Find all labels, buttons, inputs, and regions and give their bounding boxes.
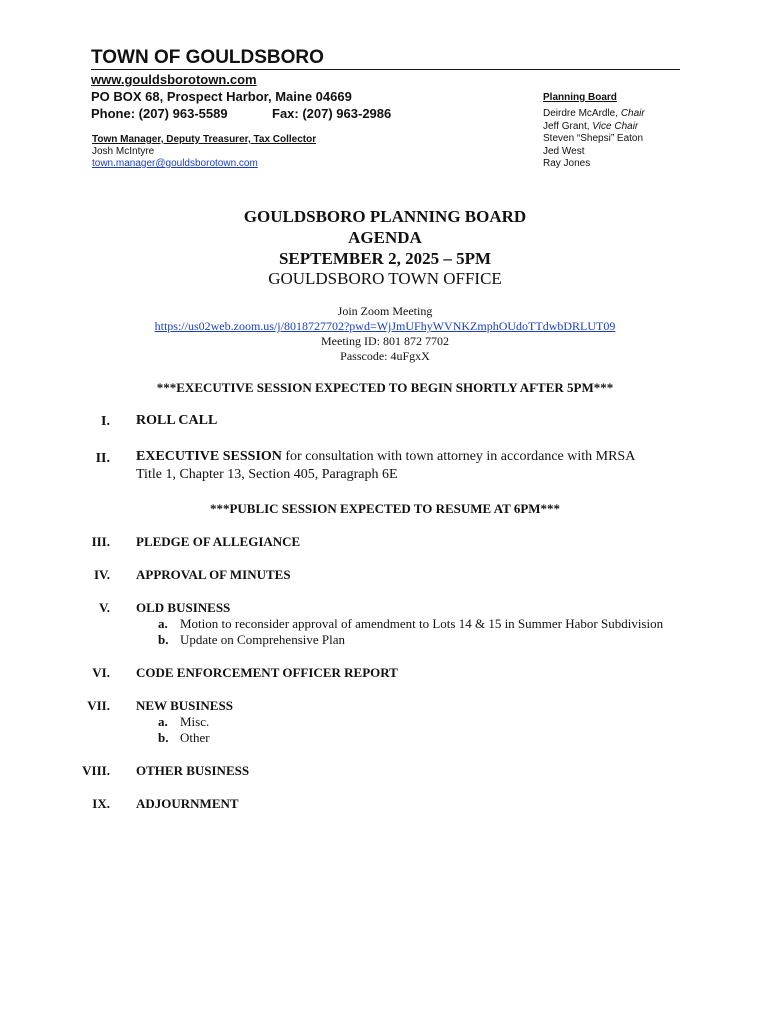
agenda-item-number: IX.	[92, 796, 110, 811]
agenda-item-old-business: OLD BUSINESS	[136, 600, 231, 615]
executive-session-text: for consultation with town attorney in accordance with MRSA	[281, 449, 636, 464]
town-fax: Fax: (207) 963-2986	[272, 106, 392, 121]
agenda-item-executive-session	[136, 449, 635, 465]
executive-session-notice: ***EXECUTIVE SESSION EXPECTED TO BEGIN SHORTLY AFTER 5PM***	[156, 380, 614, 395]
agenda-location: GOULDSBORO TOWN OFFICE	[268, 269, 502, 288]
board-member: Jed West	[543, 145, 585, 157]
public-session-notice: ***PUBLIC SESSION EXPECTED TO RESUME AT 6PM***	[209, 501, 561, 516]
town-address: PO BOX 68, Prospect Harbor, Maine 04669	[91, 89, 352, 104]
agenda-item-number: I.	[101, 414, 110, 429]
board-member: Jeff Grant, Vice Chair	[543, 120, 639, 132]
agenda-item-number: IV.	[93, 567, 110, 582]
agenda-item-number: VI.	[92, 665, 110, 680]
town-phone: Phone: (207) 963-5589	[91, 106, 228, 121]
agenda-item-number: VIII.	[82, 763, 110, 778]
agenda-item-approval-of-minutes: APPROVAL OF MINUTES	[136, 567, 291, 582]
executive-session-title: EXECUTIVE SESSION	[136, 449, 282, 464]
agenda-title: AGENDA	[348, 228, 422, 247]
planning-board-heading: Planning Board	[543, 92, 617, 103]
board-member: Ray Jones	[543, 158, 591, 169]
agenda-item-number: II.	[95, 451, 110, 466]
town-manager-title: Town Manager, Deputy Treasurer, Tax Collector	[92, 134, 317, 145]
old-business-subitem: b. Update on Comprehensive Plan	[158, 632, 345, 647]
board-member: Deirdre McArdle, Chair	[543, 108, 645, 119]
agenda-item-adjournment: ADJOURNMENT	[136, 796, 239, 811]
agenda-item-new-business: NEW BUSINESS	[136, 698, 233, 713]
agenda-item-pledge: PLEDGE OF ALLEGIANCE	[136, 534, 301, 549]
agenda-date: SEPTEMBER 2, 2025 – 5PM	[278, 249, 492, 268]
board-member: Steven “Shepsi” Eaton	[543, 133, 644, 144]
agenda-item-number: VII.	[87, 698, 110, 713]
zoom-label: Join Zoom Meeting	[337, 304, 433, 318]
agenda-item-code-enforcement: CODE ENFORCEMENT OFFICER REPORT	[136, 665, 398, 680]
old-business-subitem: a. Motion to reconsider approval of amendment to Lots 14 & 15 in Summer Habor Subdivision	[158, 616, 664, 631]
town-name-heading: TOWN OF GOULDSBORO	[91, 47, 680, 70]
new-business-subitem: a. Misc.	[158, 714, 210, 729]
town-manager-email-link[interactable]: town.manager@gouldsborotown.com	[92, 158, 258, 169]
new-business-subitem: b. Other	[158, 730, 210, 745]
agenda-item-number: V.	[99, 600, 110, 615]
agenda-title-board: GOULDSBORO PLANNING BOARD	[243, 207, 527, 226]
agenda-item-number: III.	[91, 534, 110, 549]
zoom-meeting-id: Meeting ID: 801 872 7702	[321, 334, 449, 348]
executive-session-text-line2: Title 1, Chapter 13, Section 405, Paragraph 6E	[136, 467, 398, 482]
agenda-item-roll-call: ROLL CALL	[136, 413, 218, 428]
town-manager-name: Josh McIntyre	[92, 146, 155, 157]
zoom-meeting-link[interactable]: https://us02web.zoom.us/j/8018727702?pwd=WjJmUFhyWVNKZmphOUdoTTdwbDRLUT09	[154, 319, 616, 333]
agenda-item-other-business: OTHER BUSINESS	[136, 763, 250, 778]
planning-board-members	[543, 108, 645, 171]
town-website-link[interactable]: www.gouldsborotown.com	[91, 72, 257, 87]
zoom-passcode: Passcode: 4uFgxX	[340, 349, 430, 363]
